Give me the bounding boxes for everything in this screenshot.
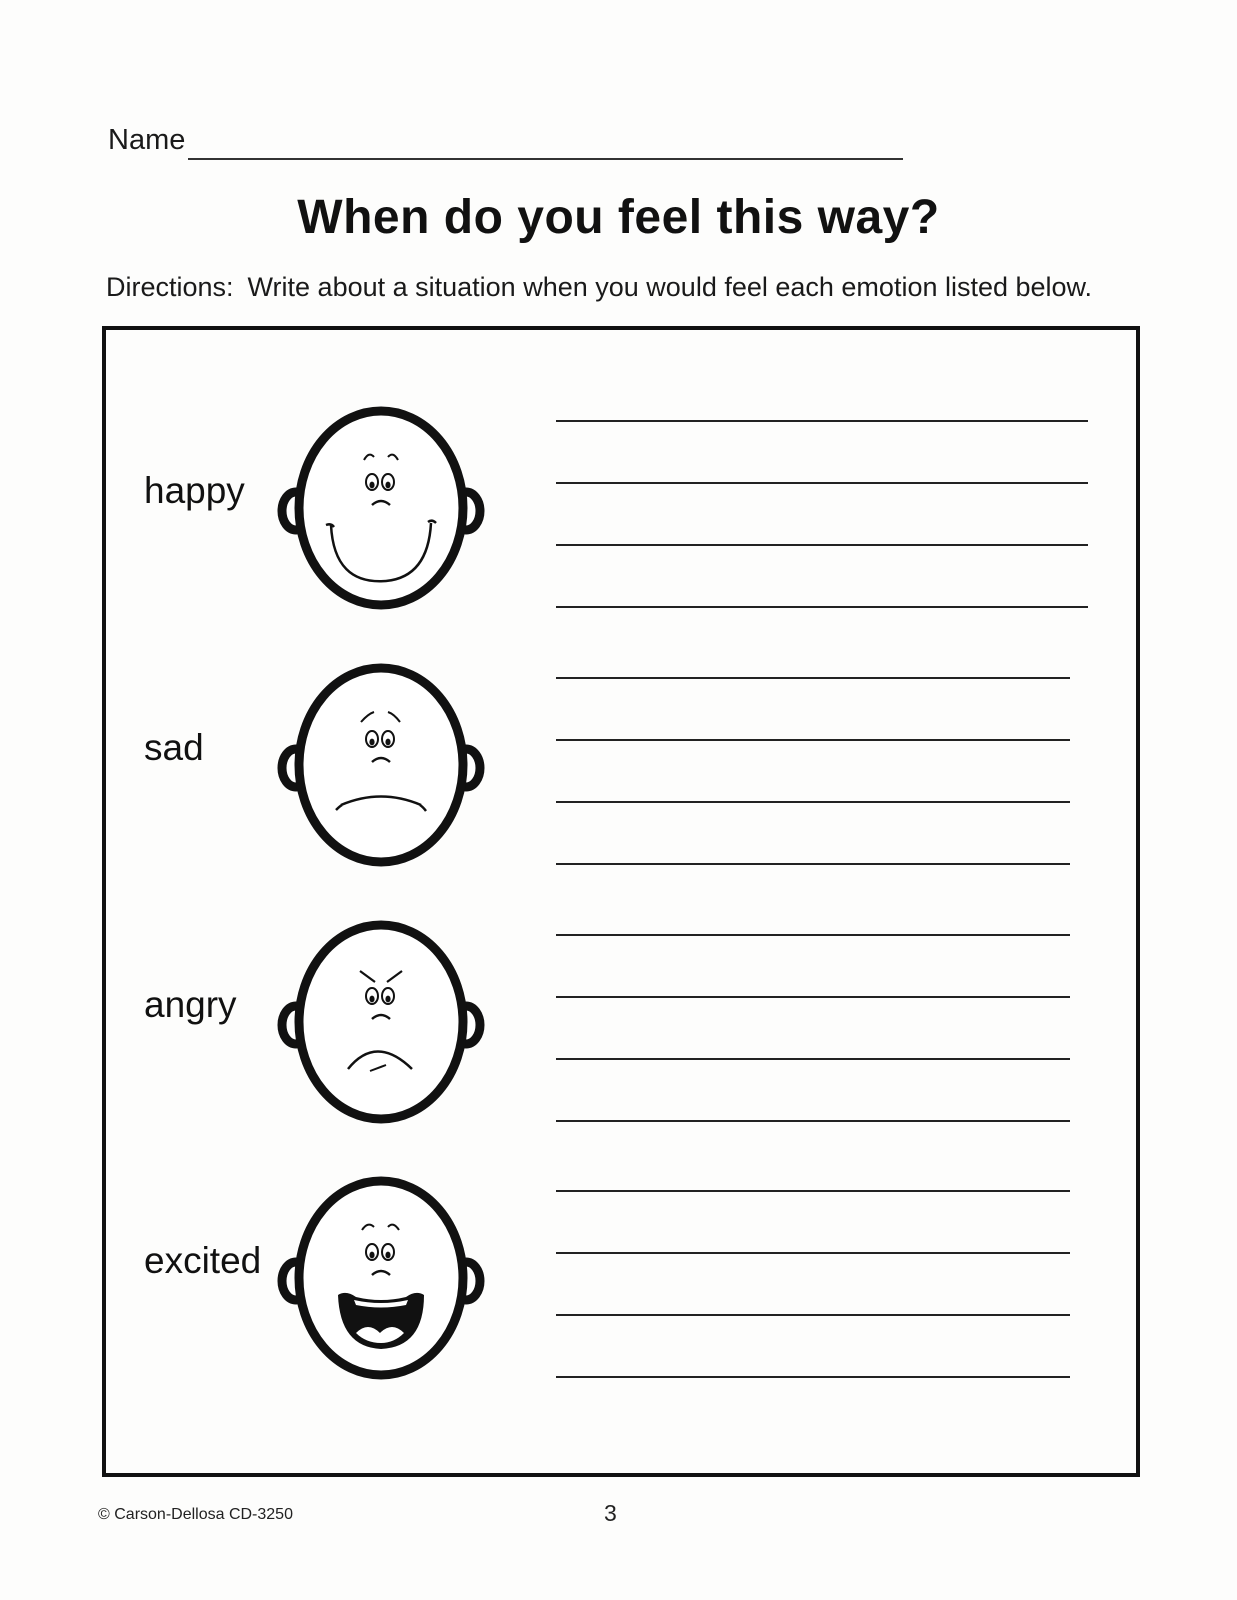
- emotion-label-sad: sad: [144, 727, 204, 768]
- write-line[interactable]: [556, 420, 1088, 422]
- write-line[interactable]: [556, 996, 1070, 998]
- sad-face-icon: [276, 662, 486, 872]
- page-number: 3: [604, 1500, 617, 1526]
- emotion-row-angry: [106, 844, 1136, 1104]
- emotion-label-happy: happy: [144, 470, 245, 511]
- write-line[interactable]: [556, 677, 1070, 679]
- write-line[interactable]: [556, 482, 1088, 484]
- write-line[interactable]: [556, 801, 1070, 803]
- worksheet-title: When do you feel this way?: [297, 191, 940, 244]
- name-write-line[interactable]: [188, 158, 903, 160]
- emotion-label-angry: angry: [144, 984, 237, 1025]
- write-line[interactable]: [556, 1252, 1070, 1254]
- write-line[interactable]: [556, 1314, 1070, 1316]
- emotion-label-excited: excited: [144, 1240, 262, 1281]
- happy-face-icon: [276, 405, 486, 615]
- directions-text: Write about a situation when you would feel each emotion listed below.: [247, 272, 1093, 302]
- directions-label: Directions:: [106, 272, 234, 302]
- write-line[interactable]: [556, 544, 1088, 546]
- angry-face-icon: [276, 919, 486, 1129]
- copyright-notice: © Carson-Dellosa CD-3250: [98, 1506, 293, 1523]
- write-line[interactable]: [556, 1058, 1070, 1060]
- name-label: Name: [108, 124, 186, 156]
- directions: [106, 272, 1166, 303]
- excited-face-icon: [276, 1175, 486, 1385]
- write-line[interactable]: [556, 934, 1070, 936]
- emotion-row-sad: [106, 587, 1136, 847]
- emotion-row-happy: [106, 330, 1136, 590]
- emotion-row-excited: [106, 1100, 1136, 1360]
- write-line[interactable]: [556, 1190, 1070, 1192]
- emotions-box: [102, 326, 1140, 1477]
- write-line[interactable]: [556, 739, 1070, 741]
- write-line[interactable]: [556, 1376, 1070, 1378]
- name-field[interactable]: [108, 118, 903, 162]
